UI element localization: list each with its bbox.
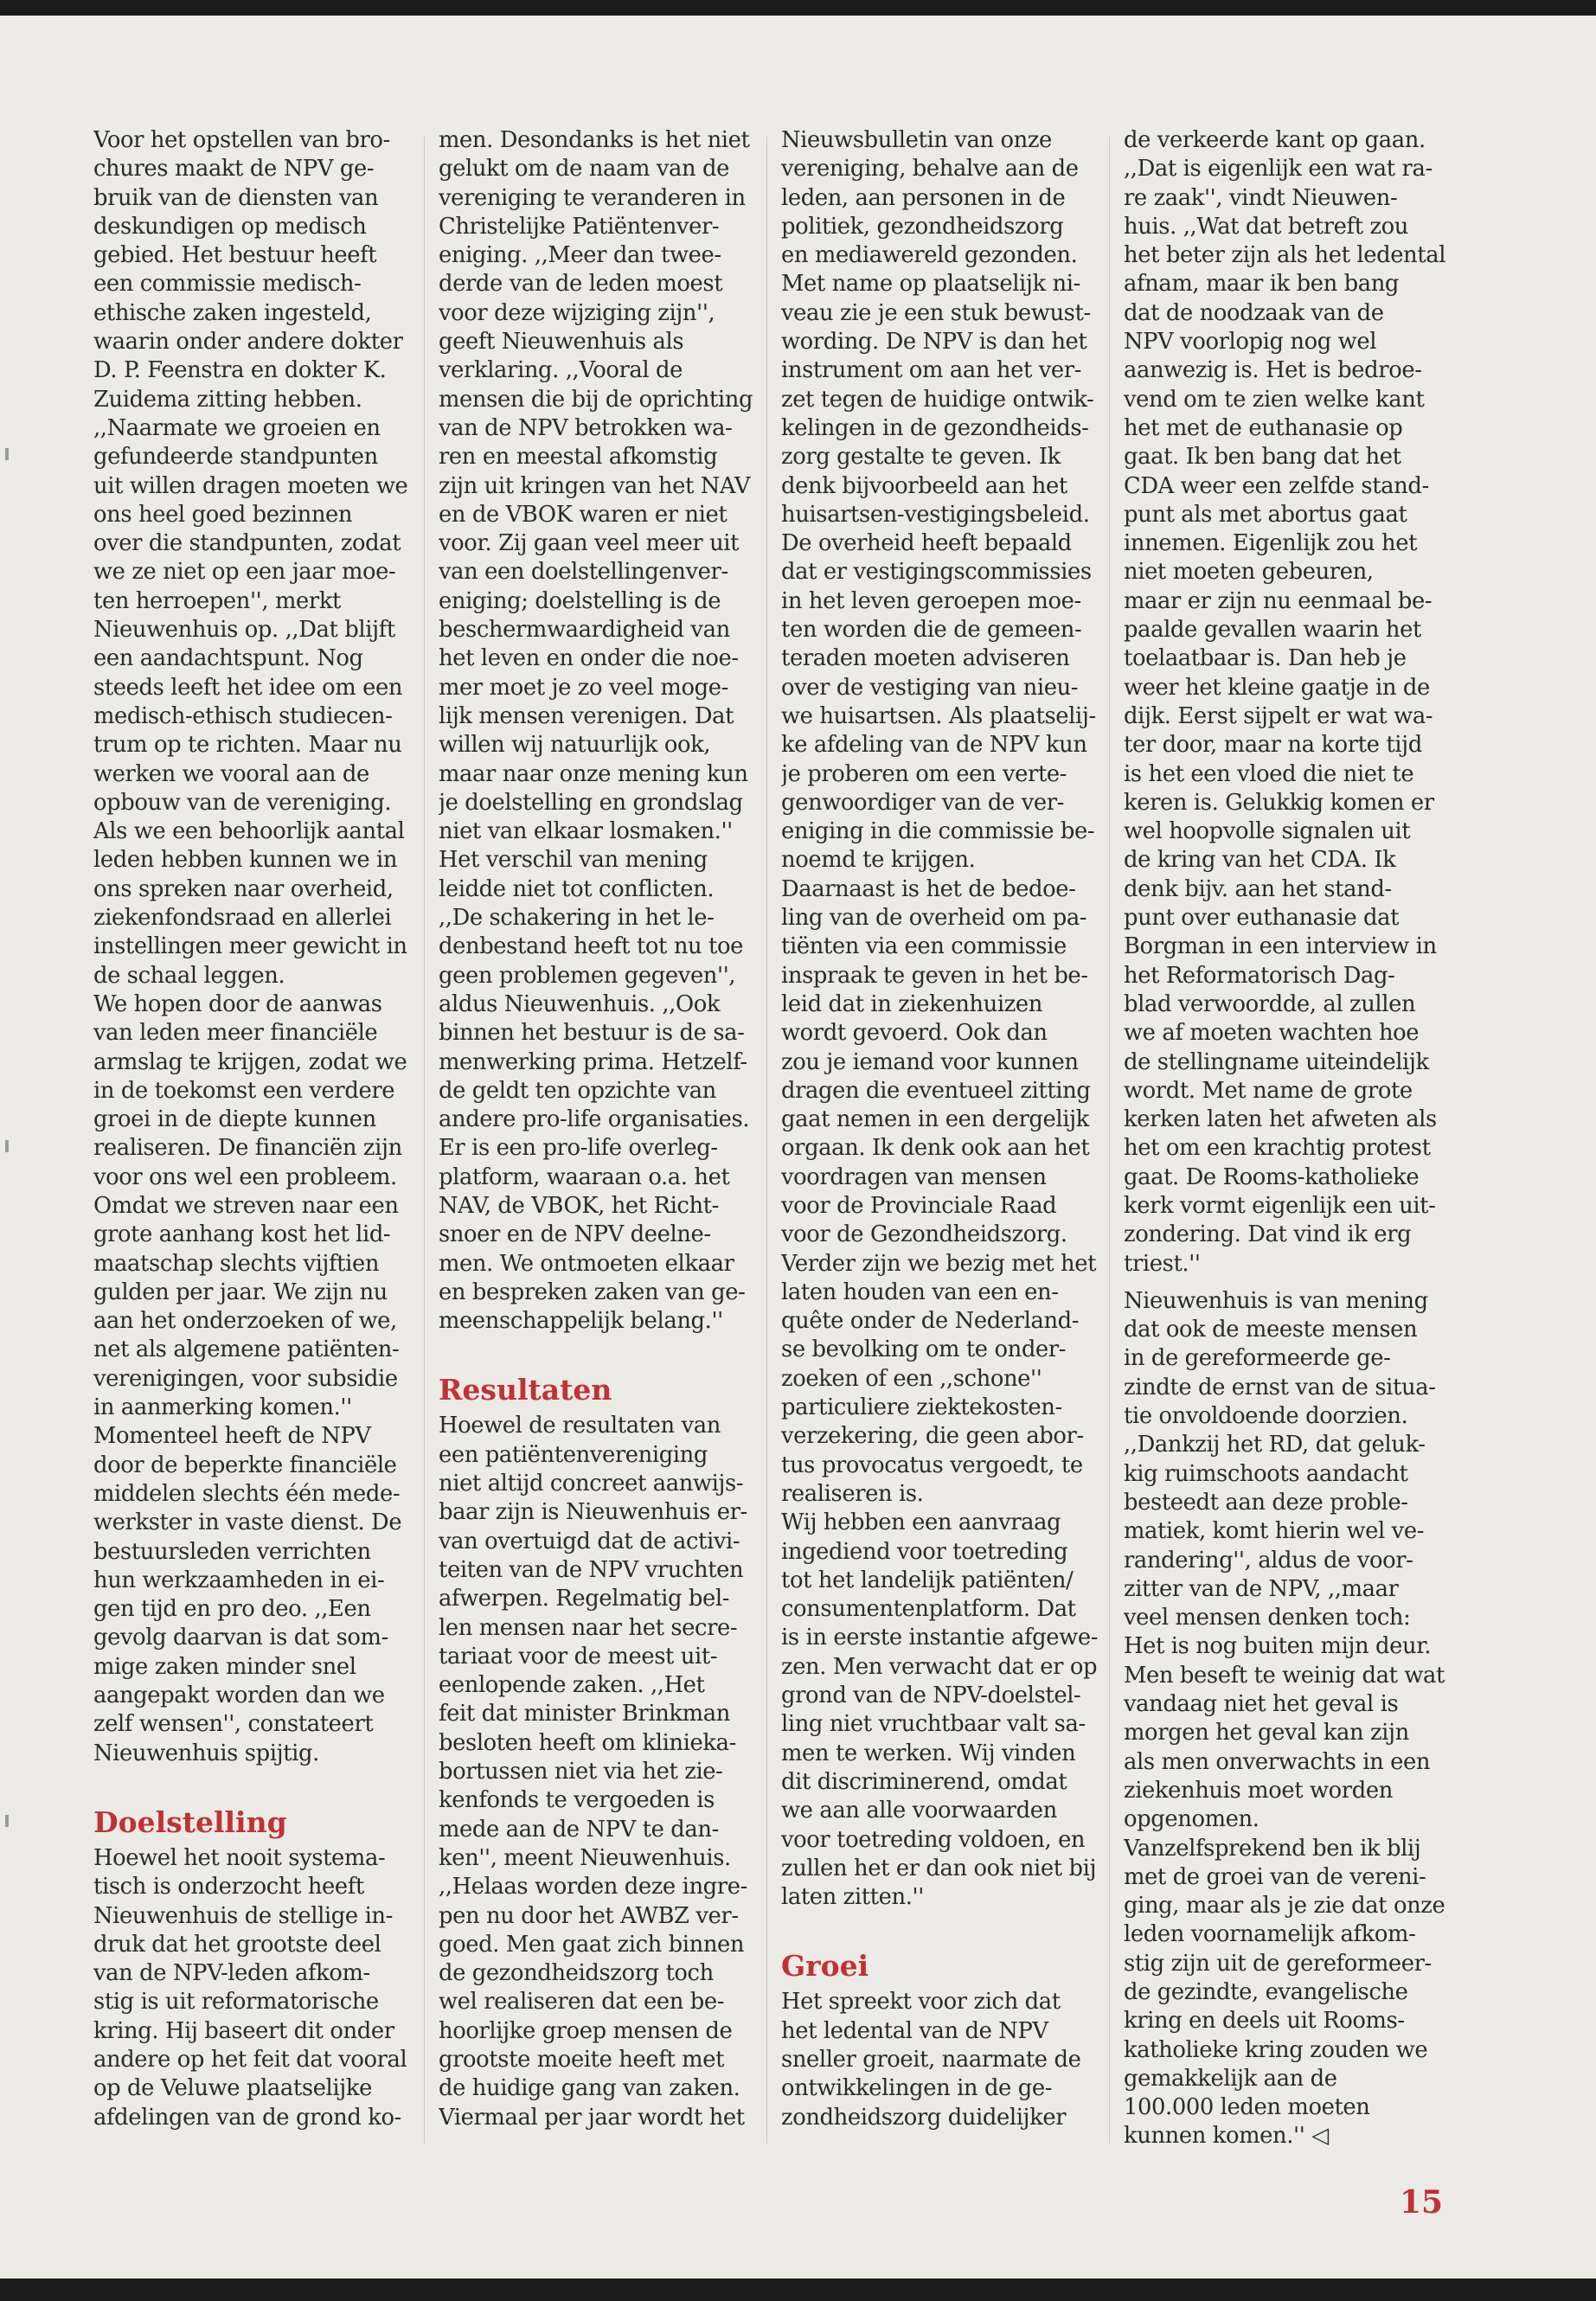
text-line: ,,Dankzij het RD, dat geluk- — [1124, 1432, 1426, 1458]
text-line: ten herroepen'', merkt — [93, 587, 342, 614]
magazine-page — [0, 16, 1596, 2279]
text-line: particuliere ziektekosten- — [781, 1394, 1062, 1421]
text-line: feit dat minister Brinkman — [439, 1701, 730, 1727]
text-line: 100.000 leden moeten — [1124, 2094, 1370, 2121]
text-line: door de beperkte financiële — [93, 1452, 397, 1478]
text-line: medisch-ethisch studiecen- — [93, 702, 393, 729]
text-line: in de gereformeerde ge- — [1124, 1345, 1391, 1372]
text-line: Hoewel het nooit systema- — [93, 1844, 386, 1871]
text-line: de geldt ten opzichte van — [439, 1077, 716, 1104]
text-line: mige zaken minder snel — [93, 1653, 356, 1680]
text-line: bruik van de diensten van — [93, 184, 379, 211]
text-line: Nieuwsbulletin van onze — [781, 127, 1052, 153]
text-line: voor toetreding voldoen, en — [781, 1826, 1086, 1853]
text-line: het beter zijn als het ledental — [1124, 242, 1445, 269]
text-line: Zuidema zitting hebben. — [93, 386, 362, 413]
text-line: ons heel goed bezinnen — [93, 501, 353, 528]
text-line: Verder zijn we bezig met het — [781, 1250, 1097, 1277]
text-line: zen. Men verwacht dat er op — [781, 1653, 1098, 1680]
text-line: geen problemen gegeven'', — [439, 962, 736, 989]
text-line: Met name op plaatselijk ni- — [781, 271, 1080, 298]
text-line: armslag te krijgen, zodat we — [93, 1048, 407, 1075]
text-line: Omdat we streven naar een — [93, 1192, 399, 1219]
text-line: zullen het er dan ook niet bij — [781, 1855, 1097, 1881]
text-line: kring. Hij baseert dit onder — [93, 2017, 394, 2044]
section-heading: Doelstelling — [93, 1804, 287, 1839]
text-line: gaat. Ik ben bang dat het — [1124, 444, 1401, 471]
text-line: aldus Nieuwenhuis. ,,Ook — [439, 990, 721, 1017]
text-line: kerk vormt eigenlijk een uit- — [1124, 1192, 1436, 1219]
text-line: het om een krachtig protest — [1124, 1135, 1431, 1162]
text-line: over die standpunten, zodat — [93, 530, 401, 557]
text-line: tisch is onderzocht heeft — [93, 1874, 364, 1900]
text-line: vereniging te veranderen in — [439, 184, 746, 211]
text-line: huis. ,,Wat dat betreft zou — [1124, 213, 1408, 240]
text-line: en bespreken zaken van ge- — [439, 1279, 746, 1305]
text-line: tus provocatus vergoedt, te — [781, 1452, 1083, 1478]
text-line: opbouw van de vereniging. — [93, 789, 392, 816]
text-line: waarin onder andere dokter — [93, 329, 403, 356]
text-line: Hoewel de resultaten van — [439, 1413, 721, 1439]
text-line: Borgman in een interview in — [1124, 933, 1437, 960]
text-line: andere op het feit dat vooral — [93, 2047, 407, 2073]
text-line: gelukt om de naam van de — [439, 156, 730, 183]
text-line: kig ruimschoots aandacht — [1124, 1460, 1408, 1487]
text-line: de verkeerde kant op gaan. — [1124, 127, 1426, 153]
text-line: van leden meer financiële — [93, 1020, 378, 1047]
text-line: zindte de ernst van de situa- — [1124, 1374, 1436, 1400]
text-line: dat de noodzaak van de — [1124, 299, 1384, 326]
text-line: Voor het opstellen van bro- — [93, 127, 390, 153]
article-column-3 — [781, 126, 1103, 2159]
text-line: van overtuigd dat de activi- — [439, 1528, 740, 1554]
text-line: punt over euthanasie dat — [1124, 905, 1400, 932]
text-line: op de Veluwe plaatselijke — [93, 2075, 372, 2102]
text-line: veel mensen denken toch: — [1124, 1605, 1411, 1631]
text-line: voor. Zij gaan veel meer uit — [439, 530, 740, 557]
text-line: wording. De NPV is dan het — [781, 329, 1087, 356]
text-line: wel hoopvolle signalen uit — [1124, 818, 1411, 845]
scan-edge-mark — [5, 1140, 9, 1152]
text-line: derde van de leden moest — [439, 271, 723, 298]
text-line: veau zie je een stuk bewust- — [781, 299, 1091, 326]
text-line: van de NPV betrokken wa- — [439, 414, 733, 441]
text-line: voor deze wijziging zijn'', — [439, 299, 715, 326]
text-line: ,,Helaas worden deze ingre- — [439, 1874, 747, 1900]
text-line: verenigingen, voor subsidie — [93, 1365, 398, 1392]
text-line: goed. Men gaat zich binnen — [439, 1931, 745, 1958]
text-line: consumentenplatform. Dat — [781, 1596, 1076, 1623]
text-line: paalde gevallen waarin het — [1124, 617, 1421, 644]
text-line: in het leven geroepen moe- — [781, 587, 1081, 614]
text-line: orgaan. Ik denk ook aan het — [781, 1135, 1090, 1162]
text-line: kring en deels uit Rooms- — [1124, 2008, 1405, 2035]
text-line: ling niet vruchtbaar valt sa- — [781, 1711, 1086, 1738]
text-line: instrument om aan het ver- — [781, 357, 1082, 384]
text-line: re zaak'', vindt Nieuwen- — [1124, 184, 1398, 211]
text-line: instellingen meer gewicht in — [93, 933, 407, 960]
text-line: je doelstelling en grondslag — [439, 789, 743, 816]
text-line: realiseren is. — [781, 1480, 924, 1507]
text-line: verzekering, die geen abor- — [781, 1423, 1084, 1450]
text-line: zondheidszorg duidelijker — [781, 2104, 1067, 2131]
text-line: bortussen niet via het zie- — [439, 1759, 723, 1785]
text-line: maar er zijn nu eenmaal be- — [1124, 587, 1433, 614]
text-line: hoorlijke groep mensen de — [439, 2017, 733, 2044]
text-line: Het spreekt voor zich dat — [781, 1989, 1061, 2016]
section-heading: Groei — [781, 1949, 869, 1984]
text-line: inspraak te geven in het be- — [781, 962, 1088, 989]
text-line: gen tijd en pro deo. ,,Een — [93, 1596, 371, 1623]
text-line: D. P. Feenstra en dokter K. — [93, 357, 387, 384]
text-line: toelaatbaar is. Dan heb je — [1124, 645, 1407, 672]
text-line: voor de Gezondheidszorg. — [781, 1221, 1067, 1248]
text-line: CDA weer een zelfde stand- — [1124, 472, 1429, 499]
text-line: eenlopende zaken. ,,Het — [439, 1672, 705, 1699]
text-line: ten worden die de gemeen- — [781, 617, 1082, 644]
text-line: katholieke kring zouden we — [1124, 2036, 1428, 2063]
text-line: niet altijd concreet aanwijs- — [439, 1471, 744, 1497]
text-line: ons spreken naar overheid, — [93, 875, 394, 902]
text-line: len mensen naar het secre- — [439, 1614, 738, 1641]
text-line: denbestand heeft tot nu toe — [439, 933, 744, 960]
text-line: baar zijn is Nieuwenhuis er- — [439, 1499, 747, 1526]
text-line: morgen het geval kan zijn — [1124, 1720, 1409, 1747]
text-line: leden, aan personen in de — [781, 184, 1066, 211]
text-line: denk bijvoorbeeld aan het — [781, 472, 1067, 499]
text-line: kerken laten het afweten als — [1124, 1106, 1437, 1133]
text-line: verklaring. ,,Vooral de — [439, 357, 683, 384]
text-line: ren en meestal afkomstig — [439, 444, 718, 471]
text-line: men. We ontmoeten elkaar — [439, 1250, 734, 1277]
scan-edge-mark — [5, 1815, 9, 1827]
text-line: ethische zaken ingesteld, — [93, 299, 372, 326]
text-line: blad verwoordde, al zullen — [1124, 990, 1416, 1017]
text-line: We hopen door de aanwas — [93, 990, 382, 1017]
text-line: laten zitten.'' — [781, 1884, 924, 1911]
text-line: wordt. Met name de grote — [1124, 1077, 1413, 1104]
text-line: realiseren. De financiën zijn — [93, 1135, 402, 1162]
article-column-4 — [1124, 126, 1445, 2159]
text-line: zijn uit kringen van het NAV — [439, 472, 751, 499]
text-line: stig zijn uit de gereformeer- — [1124, 1950, 1432, 1977]
text-line: men te werken. Wij vinden — [781, 1740, 1076, 1766]
text-line: de kring van het CDA. Ik — [1124, 847, 1396, 874]
text-line: tie onvoldoende doorzien. — [1124, 1403, 1408, 1430]
text-line: werkster in vaste dienst. De — [93, 1509, 402, 1536]
text-line: stig is uit reformatorische — [93, 1989, 379, 2016]
text-line: eniging. ,,Meer dan twee- — [439, 242, 721, 269]
text-line: ziekenfondsraad en allerlei — [93, 905, 392, 932]
text-line: Als we een behoorlijk aantal — [93, 818, 405, 845]
text-line: Nieuwenhuis op. ,,Dat blijft — [93, 617, 395, 644]
text-line: in de toekomst een verdere — [93, 1077, 395, 1104]
text-line: ingediend voor toetreding — [781, 1538, 1068, 1565]
text-line: van een doelstellingenver- — [439, 559, 728, 586]
text-line: over de vestiging van nieu- — [781, 674, 1079, 701]
text-line: laten houden van een en- — [781, 1279, 1059, 1305]
text-line: tot het landelijk patiënten/ — [781, 1567, 1074, 1593]
text-line: het Reformatorisch Dag- — [1124, 962, 1395, 989]
text-line: snoer en de NPV deelne- — [439, 1221, 711, 1248]
text-line: eniging; doelstelling is de — [439, 587, 721, 614]
text-line: ging, maar als je zie dat onze — [1124, 1893, 1445, 1920]
text-line: zoeken of een ,,schone'' — [781, 1365, 1042, 1392]
text-line: een commissie medisch- — [93, 271, 362, 298]
text-line: tiënten via een commissie — [781, 933, 1067, 960]
text-line: randering'', aldus de voor- — [1124, 1547, 1413, 1574]
text-line: zorg gestalte te geven. Ik — [781, 444, 1061, 471]
text-line: Vanzelfsprekend ben ik blij — [1124, 1835, 1421, 1862]
text-line: voor de Provinciale Raad — [781, 1192, 1057, 1219]
text-line: Nieuwenhuis spijtig. — [93, 1740, 319, 1766]
column-divider — [424, 137, 425, 2144]
text-line: kelingen in de gezondheids- — [781, 414, 1089, 441]
text-line: met de groei van de vereni- — [1124, 1863, 1426, 1890]
text-line: middelen slechts één mede- — [93, 1480, 401, 1507]
text-line: de stellingname uiteindelijk — [1124, 1048, 1429, 1075]
text-line: leden voornamelijk afkom- — [1124, 1921, 1416, 1948]
text-line: de schaal leggen. — [93, 962, 285, 989]
text-line: NPV voorlopig nog wel — [1124, 329, 1377, 356]
text-line: innemen. Eigenlijk zou het — [1124, 530, 1418, 557]
text-line: Momenteel heeft de NPV — [93, 1423, 371, 1450]
text-line: tariaat voor de meest uit- — [439, 1643, 718, 1670]
text-line: lijk mensen verenigen. Dat — [439, 702, 734, 729]
paragraph-gap — [1124, 1279, 1445, 1287]
text-line: gefundeerde standpunten — [93, 444, 378, 471]
text-line: mer moet je zo veel moge- — [439, 674, 728, 701]
text-line: zet tegen de huidige ontwik- — [781, 386, 1094, 413]
text-line: niet moeten gebeuren, — [1124, 559, 1374, 586]
text-line: druk dat het grootste deel — [93, 1931, 381, 1958]
section-heading: Resultaten — [439, 1373, 612, 1407]
text-line: Nieuwenhuis is van mening — [1124, 1287, 1428, 1314]
text-line: en de VBOK waren er niet — [439, 501, 727, 528]
page-number: 15 — [1400, 2184, 1444, 2221]
text-line: we af moeten wachten hoe — [1124, 1020, 1420, 1047]
text-line: aangepakt worden dan we — [93, 1682, 385, 1709]
text-line: afwerpen. Regelmatig bel- — [439, 1586, 730, 1612]
text-line: uit willen dragen moeten we — [93, 472, 408, 499]
text-line: grond van de NPV-doelstel- — [781, 1682, 1081, 1709]
text-line: mede aan de NPV te dan- — [439, 1816, 719, 1843]
text-line: ter door, maar na korte tijd — [1124, 732, 1422, 759]
text-line: het ledental van de NPV — [781, 2017, 1048, 2044]
text-line: grootste moeite heeft met — [439, 2047, 725, 2073]
text-line: De overheid heeft bepaald — [781, 530, 1072, 557]
text-line: besteedt aan deze proble- — [1124, 1489, 1408, 1516]
text-line: een aandachtspunt. Nog — [93, 645, 363, 672]
text-line: werken we vooral aan de — [93, 760, 369, 787]
text-line: voordragen van mensen — [781, 1163, 1047, 1190]
text-line: zondering. Dat vind ik erg — [1124, 1221, 1412, 1248]
text-line: gemakkelijk aan de — [1124, 2065, 1337, 2092]
text-line: aan het onderzoeken of we, — [93, 1308, 397, 1335]
text-line: kunnen komen.'' ◁ — [1124, 2123, 1329, 2150]
text-line: groei in de diepte kunnen — [93, 1106, 376, 1133]
text-line: keren is. Gelukkig komen er — [1124, 789, 1434, 816]
text-line: beschermwaardigheid van — [439, 617, 730, 644]
text-line: Het verschil van mening — [439, 847, 708, 874]
text-line: huisartsen-vestigingsbeleid. — [781, 501, 1090, 528]
text-line: het met de euthanasie op — [1124, 414, 1403, 441]
text-line: grote aanhang kost het lid- — [93, 1221, 391, 1248]
text-line: de huidige gang van zaken. — [439, 2075, 740, 2102]
text-line: is het een vloed die niet te — [1124, 760, 1414, 787]
text-line: Nieuwenhuis de stellige in- — [93, 1902, 393, 1929]
text-line: maar naar onze mening kun — [439, 760, 748, 787]
text-line: matiek, komt hierin wel ve- — [1124, 1518, 1425, 1545]
text-line: Christelijke Patiëntenver- — [439, 213, 720, 240]
text-line: afnam, maar ik ben bang — [1124, 271, 1400, 298]
text-line: willen wij natuurlijk ook, — [439, 732, 711, 759]
text-line: de gezindte, evangelische — [1124, 1979, 1408, 2005]
text-line: dijk. Eerst sijpelt er wat wa- — [1124, 702, 1433, 729]
scan-edge-mark — [5, 448, 9, 460]
text-line: wordt gevoerd. Ook dan — [781, 1020, 1048, 1047]
text-line: het leven en onder die noe- — [439, 645, 739, 672]
text-line: noemd te krijgen. — [781, 847, 976, 874]
text-line: vereniging, behalve aan de — [781, 156, 1079, 183]
text-line: trum op te richten. Maar nu — [93, 732, 402, 759]
text-line: ontwikkelingen in de ge- — [781, 2075, 1053, 2102]
text-line: triest.'' — [1124, 1250, 1201, 1277]
text-line: ,,Naarmate we groeien en — [93, 414, 381, 441]
text-line: ling van de overheid om pa- — [781, 905, 1087, 932]
text-line: andere pro-life organisaties. — [439, 1106, 750, 1133]
text-line: teiten van de NPV vruchten — [439, 1556, 744, 1583]
text-line: platform, waaraan o.a. het — [439, 1163, 730, 1190]
text-line: als men onverwachts in een — [1124, 1748, 1431, 1775]
text-line: zelf wensen'', constateert — [93, 1711, 374, 1738]
text-line: opgenomen. — [1124, 1806, 1259, 1833]
text-line: Daarnaast is het de bedoe- — [781, 875, 1076, 902]
text-line: ken'', meent Nieuwenhuis. — [439, 1844, 731, 1871]
text-line: weer het kleine gaatje in de — [1124, 674, 1430, 701]
text-line: dit discriminerend, omdat — [781, 1768, 1067, 1795]
text-line: en mediawereld gezonden. — [781, 242, 1078, 269]
text-line: menwerking prima. Hetzelf- — [439, 1048, 747, 1075]
text-line: dat ook de meeste mensen — [1124, 1317, 1418, 1343]
text-line: gaat nemen in een dergelijk — [781, 1106, 1089, 1133]
text-line: binnen het bestuur is de sa- — [439, 1020, 745, 1047]
text-line: sneller groeit, naarmate de — [781, 2047, 1081, 2073]
text-line: eniging in die commissie be- — [781, 818, 1095, 845]
text-line: een patiëntenvereniging — [439, 1441, 708, 1468]
text-line: politiek, gezondheidszorg — [781, 213, 1064, 240]
text-line: in aanmerking komen.'' — [93, 1394, 352, 1421]
text-line: niet van elkaar losmaken.'' — [439, 818, 733, 845]
text-line: van de NPV-leden afkom- — [93, 1960, 370, 1987]
text-line: ke afdeling van de NPV kun — [781, 732, 1087, 759]
text-line: steeds leeft het idee om een — [93, 674, 403, 701]
text-line: is in eerste instantie afgewe- — [781, 1625, 1099, 1651]
text-line: zitter van de NPV, ,,maar — [1124, 1575, 1399, 1602]
text-line: voor ons wel een probleem. — [93, 1163, 397, 1190]
text-line: meenschappelijk belang.'' — [439, 1308, 723, 1335]
text-line: bestuursleden verrichten — [93, 1538, 371, 1565]
text-line: we huisartsen. Als plaatselij- — [781, 702, 1096, 729]
text-line: Viermaal per jaar wordt het — [439, 2104, 745, 2131]
text-line: leid dat in ziekenhuizen — [781, 990, 1042, 1017]
text-line: Het is nog buiten mijn deur. — [1124, 1633, 1432, 1660]
text-line: Wij hebben een aanvraag — [781, 1509, 1061, 1536]
text-line: gebied. Het bestuur heeft — [93, 242, 377, 269]
text-line: aanwezig is. Het is bedroe- — [1124, 357, 1422, 384]
text-line: besloten heeft om klinieka- — [439, 1729, 736, 1756]
text-line: wel realiseren dat een be- — [439, 1989, 725, 2016]
text-line: gulden per jaar. We zijn nu — [93, 1279, 388, 1305]
text-line: ,,De schakering in het le- — [439, 905, 715, 932]
text-line: mensen die bij de oprichting — [439, 386, 753, 413]
text-line: we ze niet op een jaar moe- — [93, 559, 396, 586]
text-line: ziekenhuis moet worden — [1124, 1777, 1393, 1804]
column-divider — [766, 137, 767, 2144]
text-line: se bevolking om te onder- — [781, 1336, 1067, 1363]
text-line: Er is een pro-life overleg- — [439, 1135, 718, 1162]
text-line: teraden moeten adviseren — [781, 645, 1070, 672]
text-line: deskundigen op medisch — [93, 213, 367, 240]
text-line: gaat. De Rooms-katholieke — [1124, 1163, 1420, 1190]
text-line: pen nu door het AWBZ ver- — [439, 1902, 739, 1929]
text-line: vandaag niet het geval is — [1124, 1691, 1399, 1718]
text-line: net als algemene patiënten- — [93, 1336, 400, 1363]
text-line: denk bijv. aan het stand- — [1124, 875, 1392, 902]
text-line: Men beseft te weinig dat wat — [1124, 1662, 1445, 1689]
article-column-2 — [439, 126, 760, 2159]
text-line: de gezondheidszorg toch — [439, 1960, 714, 1987]
text-line: dragen die eventueel zitting — [781, 1077, 1091, 1104]
text-line: zou je iemand voor kunnen — [781, 1048, 1079, 1075]
text-line: leidde niet tot conflicten. — [439, 875, 715, 902]
text-line: men. Desondanks is het niet — [439, 127, 750, 153]
article-column-1 — [93, 126, 415, 2159]
text-line: maatschap slechts vijftien — [93, 1250, 380, 1277]
text-line: punt als met abortus gaat — [1124, 501, 1407, 528]
text-line: hun werkzaamheden in ei- — [93, 1567, 385, 1593]
text-line: gevolg daarvan is dat som- — [93, 1625, 388, 1651]
column-divider — [1109, 137, 1110, 2144]
text-line: vend om te zien welke kant — [1124, 386, 1425, 413]
text-line: NAV, de VBOK, het Richt- — [439, 1192, 719, 1219]
text-line: quête onder de Nederland- — [781, 1308, 1080, 1335]
text-line: kenfonds te vergoeden is — [439, 1787, 715, 1814]
text-line: chures maakt de NPV ge- — [93, 156, 375, 183]
text-line: je proberen om een verte- — [781, 760, 1067, 787]
text-line: we aan alle voorwaarden — [781, 1798, 1057, 1824]
text-line: dat er vestigingscommissies — [781, 559, 1092, 586]
text-line: geeft Nieuwenhuis als — [439, 329, 684, 356]
text-line: leden hebben kunnen we in — [93, 847, 398, 874]
text-line: afdelingen van de grond ko- — [93, 2104, 401, 2131]
text-line: ,,Dat is eigenlijk een wat ra- — [1124, 156, 1433, 183]
text-line: genwoordiger van de ver- — [781, 789, 1064, 816]
